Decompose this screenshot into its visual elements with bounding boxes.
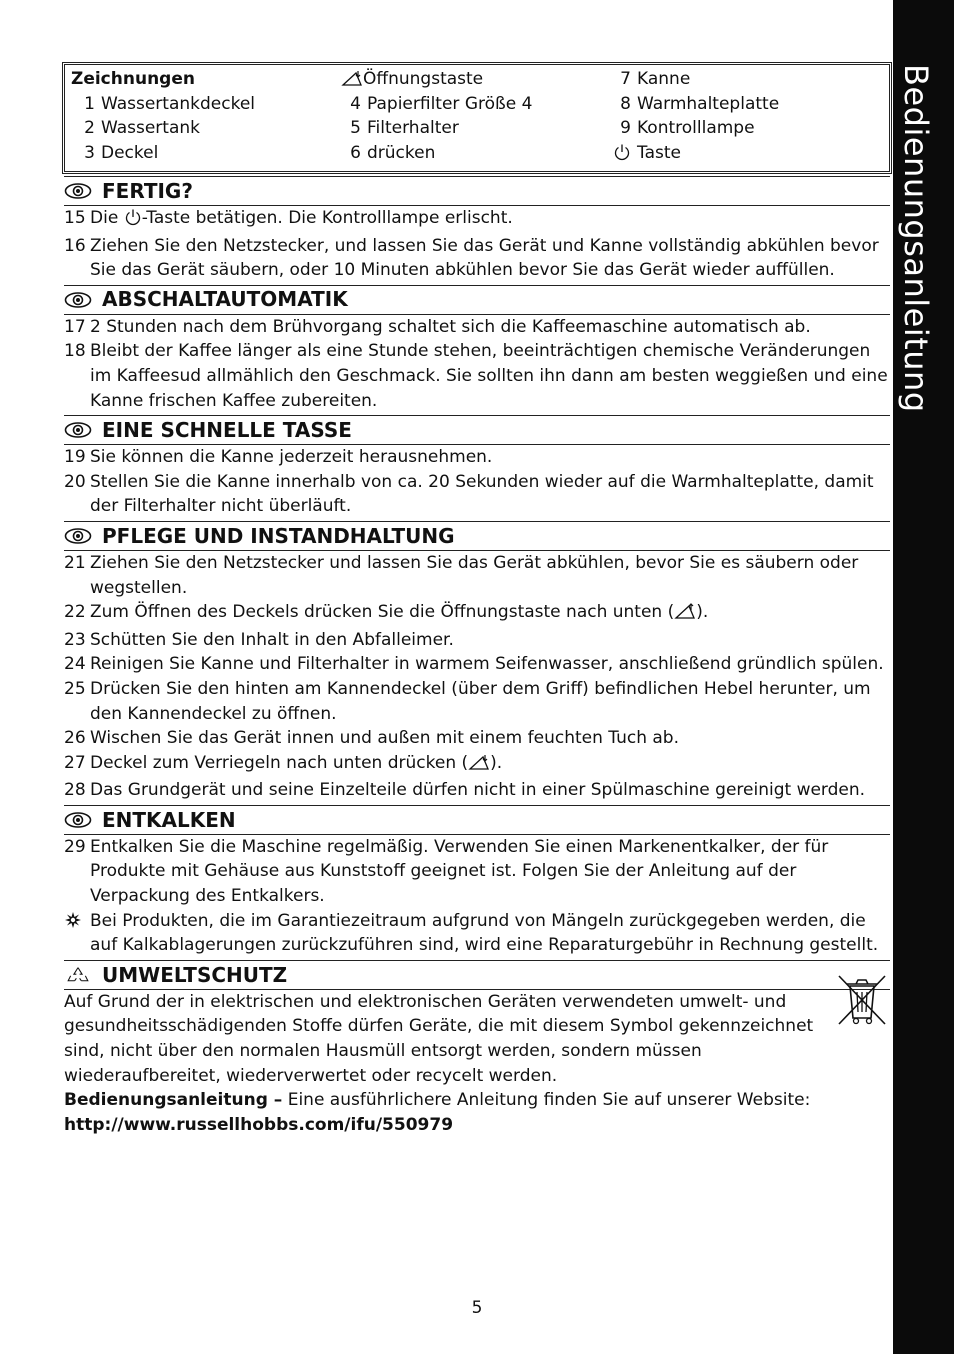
section-heading: EINE SCHNELLE TASSE xyxy=(64,415,890,445)
legend-box xyxy=(64,64,890,172)
legend-item: Taste xyxy=(611,141,779,166)
list-item: 27 Deckel zum Verriegeln nach unten drücken ( ). xyxy=(64,751,890,779)
section-heading: ENTKALKEN xyxy=(64,805,890,835)
legend-item: 6 drücken xyxy=(350,142,436,163)
section-fertig xyxy=(64,176,890,283)
section-heading: ABSCHALTAUTOMATIK xyxy=(64,285,890,315)
list-item: 28 Das Grundgerät und seine Einzelteile dürfen nicht in einer Spülmaschine gereinigt werden. xyxy=(64,780,866,801)
list-item: 20 Stellen Sie die Kanne innerhalb von ca. 20 Sekunden wieder auf die Warmhalteplatte, damit der Filterhalter nicht überläuft. xyxy=(64,471,874,517)
section-entkalken xyxy=(64,805,890,958)
legend-item: 4 Papierfilter Größe 4 xyxy=(350,93,533,114)
list-item: 22 Zum Öffnen des Deckels drücken Sie die Öffnungstaste nach unten ( ). xyxy=(64,600,890,628)
section-umweltschutz xyxy=(64,960,890,1138)
list-item: 29 Entkalken Sie die Maschine regelmäßig. Verwenden Sie einen Markenentkalker, der für Produkte mit Gehäuse aus Kunststoff geeignet ist. Folgen Sie der Anleitung auf der Verpackung des Entkalkers. xyxy=(64,836,829,907)
page-content xyxy=(64,64,890,1137)
manual-url-link[interactable]: http://www.russellhobbs.com/ifu/550979 xyxy=(64,1114,454,1135)
list-item: 17 2 Stunden nach dem Brühvorgang schaltet sich die Kaffeemaschine automatisch ab. xyxy=(64,316,811,337)
list-item: 19 Sie können die Kanne jederzeit herausnehmen. xyxy=(64,447,493,468)
eye-icon xyxy=(64,291,92,309)
eye-icon xyxy=(64,527,92,545)
eye-icon xyxy=(64,811,92,829)
legend-col-1 xyxy=(71,67,255,165)
list-item: 18 Bleibt der Kaffee länger als eine Stunde stehen, beeinträchtigen chemische Veränderungen im Kaffeesud allmählich den Geschmack. Sie sollten ihn dann am besten weggießen und eine Kanne frischen Kaffee zubereiten. xyxy=(64,341,888,411)
warning-item: Bei Produkten, die im Garantiezeitraum aufgrund von Mängeln zurückgegeben werden, die auf Kalkablagerungen zurückzuführen sind, wird eine Reparaturgebühr in Rechnung gestellt. xyxy=(64,909,890,958)
legend-item: 1 Wassertankdeckel xyxy=(84,93,256,114)
legend-item: 2 Wassertank xyxy=(84,118,201,139)
legend-col-2 xyxy=(341,67,532,165)
list-item: 16 Ziehen Sie den Netzstecker, und lassen Sie das Gerät und Kanne vollständig abkühlen bevor Sie das Gerät säubern, oder 10 Minuten abkühlen bevor Sie das Gerät wieder auffüllen. xyxy=(64,235,879,281)
legend-item: 8 Warmhalteplatte xyxy=(620,93,780,114)
list-item: 21 Ziehen Sie den Netzstecker und lassen Sie das Gerät abkühlen, bevor Sie es säubern oder wegstellen. xyxy=(64,552,859,598)
section-heading: PFLEGE UND INSTANDHALTUNG xyxy=(64,521,890,551)
eye-icon xyxy=(64,421,92,439)
manual-line: Bedienungsanleitung – Eine ausführlichere Anleitung finden Sie auf unserer Website: xyxy=(64,1090,811,1111)
list-item: 26 Wischen Sie das Gerät innen und außen mit einem feuchten Tuch ab. xyxy=(64,728,680,749)
opening-button-icon xyxy=(468,753,490,779)
legend-item: 9 Kontrolllampe xyxy=(620,118,755,139)
list-item: 23 Schütten Sie den Inhalt in den Abfalleimer. xyxy=(64,629,454,650)
recycle-icon xyxy=(64,966,92,984)
opening-button-icon xyxy=(674,602,696,628)
page-number: 5 xyxy=(471,1298,483,1318)
legend-item: Öffnungstaste xyxy=(341,67,532,92)
section-heading: UMWELTSCHUTZ xyxy=(64,960,890,990)
legend-col-3 xyxy=(611,67,779,165)
environment-text: Auf Grund der in elektrischen und elektronischen Geräten verwendeten umwelt- und gesundheitsschädigenden Stoffe dürfen Geräte, die mit diesem Symbol gekennzeichnet sind, nicht über den normalen Hausmüll entsorgt werden, sondern müssen wiederaufbereitet, wiederverwertet oder recycelt werden. xyxy=(64,991,814,1086)
section-pflege xyxy=(64,521,890,803)
section-abschaltautomatik xyxy=(64,285,890,413)
legend-title: Zeichnungen xyxy=(71,69,195,89)
list-item: 15 Die -Taste betätigen. Die Kontrolllampe erlischt. xyxy=(64,206,890,234)
side-tab-label: Bedienungsanleitung xyxy=(897,64,935,413)
power-icon xyxy=(611,143,631,169)
crossed-bin-icon xyxy=(836,972,888,1028)
section-schnelle-tasse xyxy=(64,415,890,519)
legend-item: 3 Deckel xyxy=(84,142,159,163)
legend-item: 7 Kanne xyxy=(620,69,691,89)
legend-item: 5 Filterhalter xyxy=(350,118,459,139)
eye-icon xyxy=(64,182,92,200)
list-item: 25 Drücken Sie den hinten am Kannendeckel (über dem Griff) befindlichen Hebel herunter, um den Kannendeckel zu öffnen. xyxy=(64,678,871,724)
list-item: 24 Reinigen Sie Kanne und Filterhalter in warmem Seifenwasser, anschließend gründlich spülen. xyxy=(64,654,884,675)
warning-star-icon xyxy=(64,911,82,929)
section-heading: FERTIG? xyxy=(64,176,890,206)
side-tab xyxy=(893,0,954,1354)
power-icon xyxy=(124,208,142,234)
